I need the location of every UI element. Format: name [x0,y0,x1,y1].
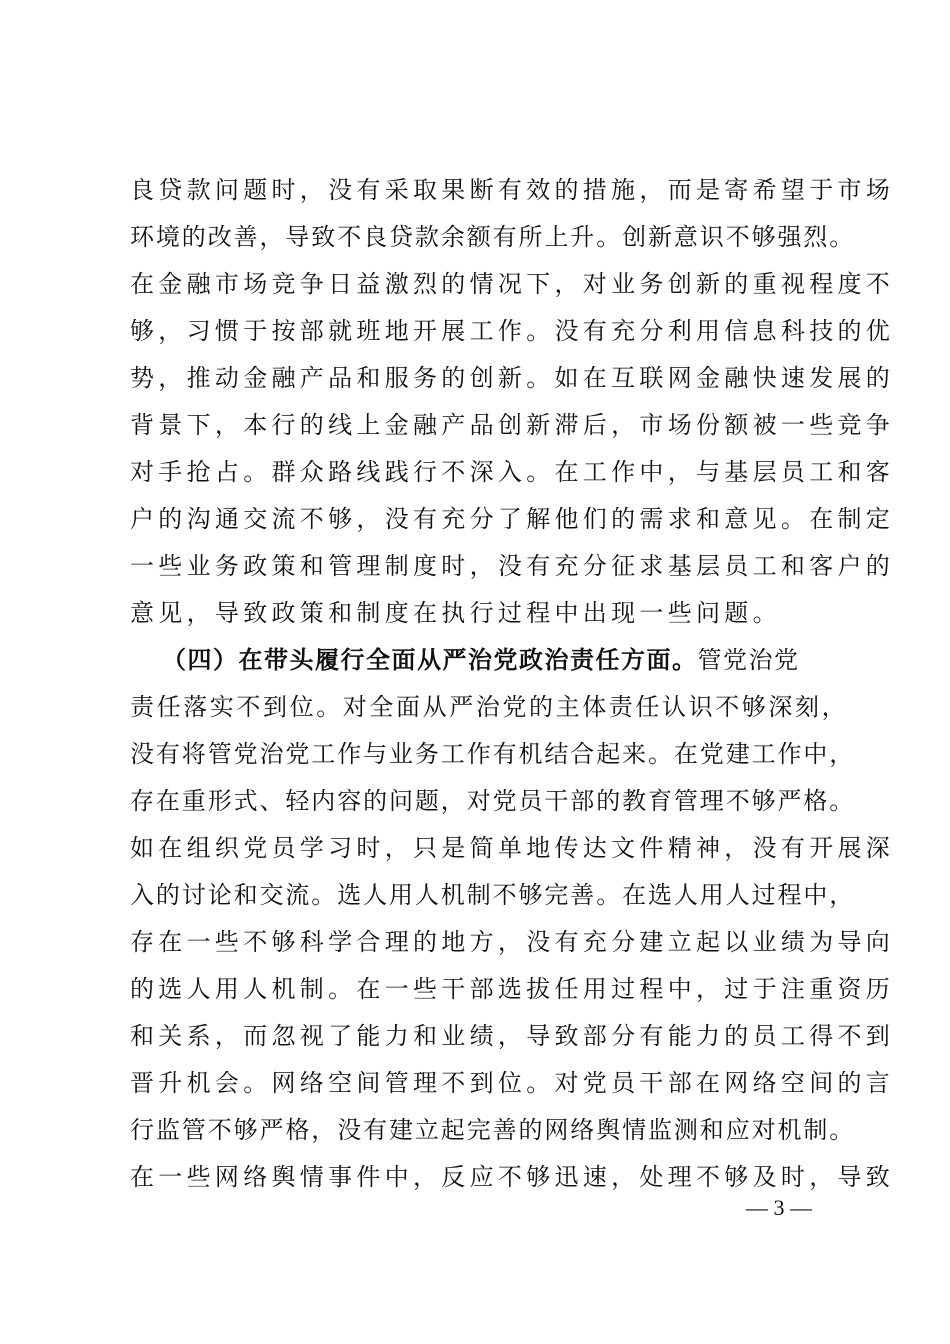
text-line: 的选人用人机制。在一些干部选拔任用过程中，过于注重资历 [130,975,895,1003]
text-line: 存在重形式、轻内容的问题，对党员干部的教育管理不够严格。 [130,787,856,815]
section-4-lead-text: 管党治党 [697,646,800,674]
text-line: 对手抢占。群众路线践行不深入。在工作中，与基层员工和客 [130,458,895,486]
text-line: 良贷款问题时，没有采取果断有效的措施，而是寄希望于市场 [130,176,895,204]
text-line: 一些业务政策和管理制度时，没有充分征求基层员工和客户的 [130,552,895,580]
section-heading-line [162,645,800,675]
text-line: 在一些网络舆情事件中，反应不够迅速，处理不够及时，导致 [130,1163,895,1191]
text-line: 如在组织党员学习时，只是简单地传达文件精神，没有开展深 [130,834,895,862]
text-line: 户的沟通交流不够，没有充分了解他们的需求和意见。在制定 [130,505,895,533]
page-number: — 3 — [746,1195,812,1220]
text-line: 在金融市场竞争日益激烈的情况下，对业务创新的重视程度不 [130,270,895,298]
text-line: 势，推动金融产品和服务的创新。如在互联网金融快速发展的 [130,364,895,392]
text-line: 存在一些不够科学合理的地方，没有充分建立起以业绩为导向 [130,928,895,956]
text-line: 晋升机会。网络空间管理不到位。对党员干部在网络空间的言 [130,1069,895,1097]
text-line: 入的讨论和交流。选人用人机制不够完善。在选人用人过程中， [130,881,856,909]
text-line: 和关系，而忽视了能力和业绩，导致部分有能力的员工得不到 [130,1022,895,1050]
text-line: 环境的改善，导致不良贷款余额有所上升。创新意识不够强烈。 [130,223,856,251]
section-4-heading: （四）在带头履行全面从严治党政治责任方面。 [162,645,698,674]
text-line: 背景下，本行的线上金融产品创新滞后，市场份额被一些竞争 [130,411,895,439]
text-line: 够，习惯于按部就班地开展工作。没有充分利用信息科技的优 [130,317,895,345]
text-line: 责任落实不到位。对全面从严治党的主体责任认识不够深刻， [130,693,849,721]
text-line: 没有将管党治党工作与业务工作有机结合起来。在党建工作中， [130,740,856,768]
text-line: 行监管不够严格，没有建立起完善的网络舆情监测和应对机制。 [130,1116,856,1144]
text-line: 意见，导致政策和制度在执行过程中出现一些问题。 [130,599,781,627]
